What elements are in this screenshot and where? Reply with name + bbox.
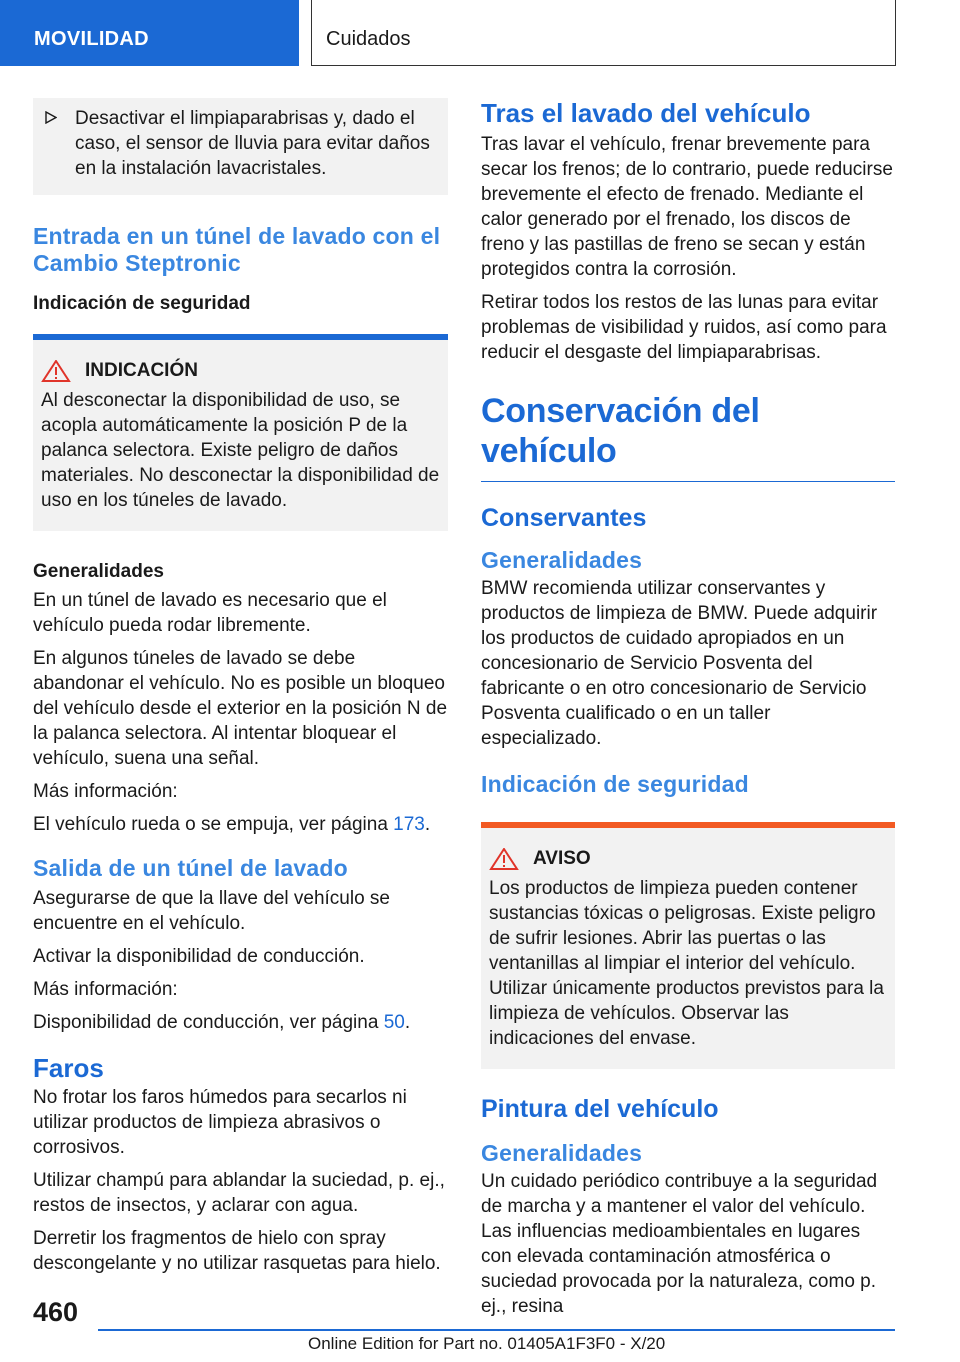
page-header: [0, 0, 960, 66]
paint-heading: Pintura del vehículo: [481, 1095, 719, 1123]
general-heading: Generalidades: [33, 561, 164, 582]
after-wash-heading: Tras el lavado del vehículo: [481, 98, 811, 128]
page-link[interactable]: 50: [383, 1012, 405, 1033]
paragraph: Derretir los fragmentos de hielo con spray descongelante y no utilizar rasquetas para hielo.: [33, 1228, 441, 1274]
paint-general-heading: Generalidades: [481, 1140, 643, 1166]
conservation-heading: Conservación del vehículo: [481, 391, 895, 482]
warning-triangle-icon: [489, 848, 519, 870]
general-heading: Generalidades: [481, 547, 643, 573]
page-link[interactable]: 173: [393, 814, 425, 835]
paragraph: Asegurarse de que la llave del vehículo se encuentre en el vehículo.: [33, 888, 391, 934]
section-tab: MOVILIDAD: [0, 0, 299, 66]
triangle-right-icon: [45, 106, 75, 181]
paragraph: Retirar todos los restos de las lunas para evitar problemas de visibilidad y ruidos, así como para reducir el desgaste del limpiaparabrisas.: [481, 292, 887, 363]
warning-title: AVISO: [533, 848, 591, 869]
paragraph: Utilizar champú para ablandar la suciedad, p. ej., restos de insectos, y aclarar con agua.: [33, 1170, 445, 1216]
conservantes-heading: Conservantes: [481, 504, 647, 532]
chapter-title: Cuidados: [311, 0, 896, 66]
paragraph: No frotar los faros húmedos para secarlos ni utilizar productos de limpieza abrasivos o corrosivos.: [33, 1087, 407, 1158]
paragraph: En algunos túneles de lavado se debe abandonar el vehículo. No es posible un bloqueo del vehículo desde el exterior en la posición N de la palanca selectora. Al intentar bloquear el vehículo, suena una señal.: [33, 648, 448, 769]
step-text: Desactivar el limpiaparabrisas y, dado el caso, el sensor de lluvia para evitar daños en la instalación lavacristales.: [75, 108, 430, 179]
safety-heading: Indicación de seguridad: [33, 293, 251, 314]
notice-box: [33, 334, 448, 531]
paragraph: Un cuidado periódico contribuye a la seguridad de marcha y a mantener el valor del vehículo. Las influencias medioambientales en lugares con elevada contaminación atmosférica o suciedad provocada por la naturaleza, como p. ej., resina: [481, 1171, 878, 1317]
paragraph: En un túnel de lavado es necesario que el vehículo pueda rodar libremente.: [33, 590, 387, 636]
more-info-label: Más información:: [33, 979, 178, 1000]
notice-title: INDICACIÓN: [85, 360, 198, 381]
tunnel-heading: Entrada en un túnel de lavado con el Cambio Steptronic: [33, 223, 441, 276]
step-box: [33, 98, 448, 195]
faros-heading: Faros: [33, 1053, 104, 1083]
warning-text: Los productos de limpieza pueden contener sustancias tóxicas o peligrosas. Existe peligro de sufrir lesiones. Abrir las puertas o las ventanillas al limpiar el interior del vehículo. Utilizar únicamente productos previstos para la limpieza de vehículos. Observar las indicaciones del envase.: [489, 878, 884, 1049]
paragraph: Activar la disponibilidad de conducción.: [33, 946, 365, 967]
footer-divider: [98, 1329, 895, 1331]
right-column: [481, 98, 895, 1327]
paragraph: Tras lavar el vehículo, frenar brevemente para secar los frenos; de lo contrario, puede reducirse brevemente el efecto de frenado. Mediante el calor generado por el frenado, los discos de freno y las pastillas de freno se secan y están protegidos contra la corrosión.: [481, 134, 893, 280]
cross-reference: Disponibilidad de conducción, ver página 50.: [33, 1012, 411, 1033]
paragraph: BMW recomienda utilizar conservantes y productos de limpieza de BMW. Puede adquirir los productos de cuidado apropiados en un concesionario de Servicio Posventa del fabricante o en otro concesionario de Servicio Posventa cualificado o en un taller especializado.: [481, 578, 878, 749]
exit-heading: Salida de un túnel de lavado: [33, 855, 348, 881]
safety-heading: Indicación de seguridad: [481, 771, 749, 797]
more-info-label: Más información:: [33, 781, 178, 802]
left-column: [33, 98, 448, 1284]
warning-box: [481, 822, 895, 1069]
notice-text: Al desconectar la disponibilidad de uso, se acopla automáticamente la posición P de la palanca selectora. Existe peligro de daños materiales. No desconectar la disponibilidad de uso en los túneles de lavado.: [41, 390, 440, 511]
edition-text: Online Edition for Part no. 01405A1F3F0 - X/20: [308, 1334, 666, 1353]
cross-reference: El vehículo rueda o se empuja, ver página 173.: [33, 814, 431, 835]
page-number: 460: [33, 1297, 79, 1327]
warning-triangle-icon: [41, 360, 71, 382]
